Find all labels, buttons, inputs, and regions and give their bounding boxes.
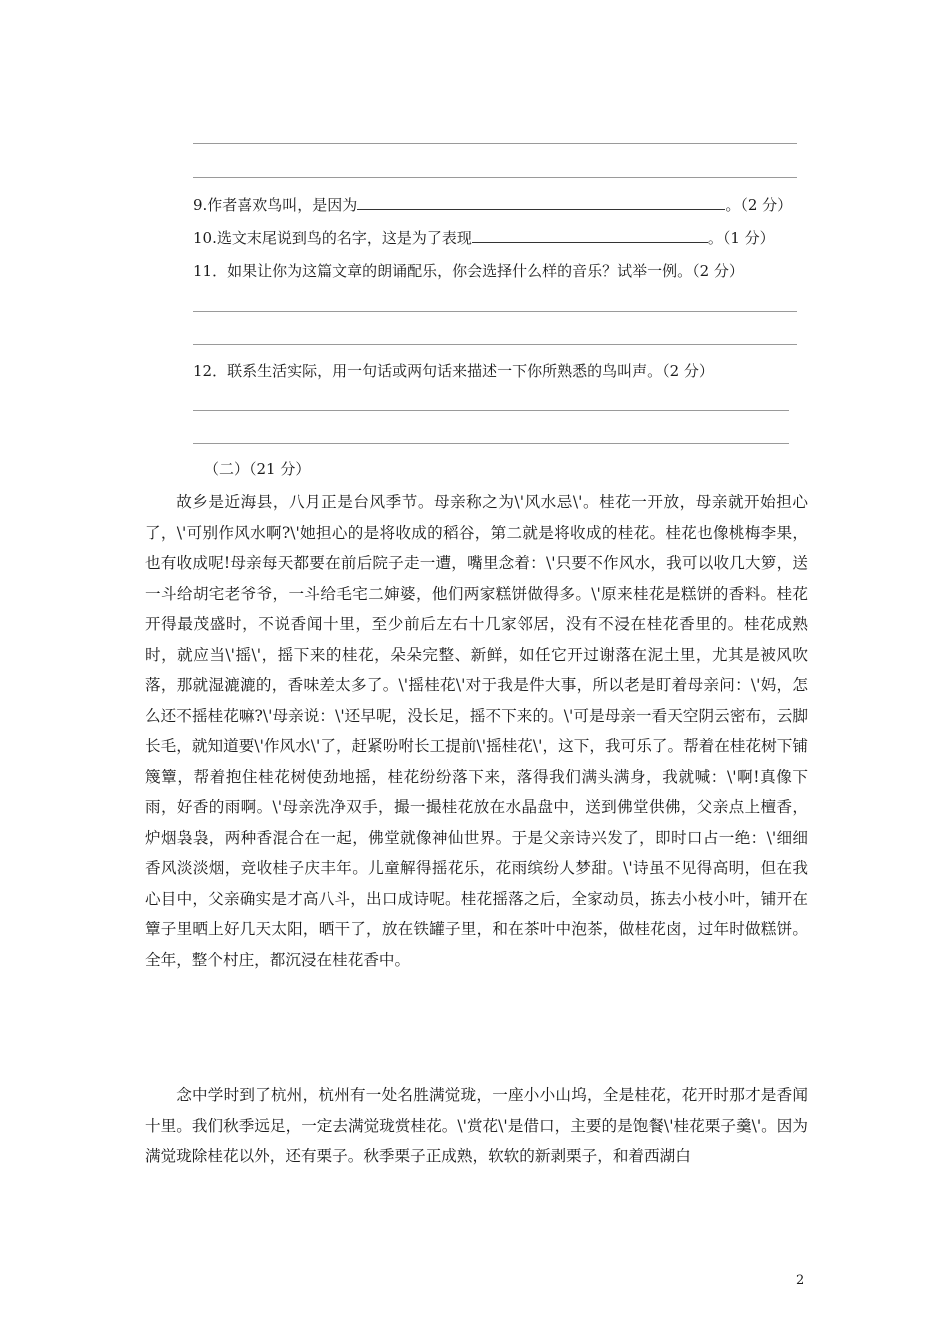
answer-line[interactable] — [193, 443, 789, 444]
page-number: 2 — [796, 1273, 805, 1288]
question-10-text: 10.选文末尾说到鸟的名字，这是为了表现 — [193, 229, 472, 247]
answer-line[interactable] — [193, 311, 797, 312]
question-9-score: 。（2 分） — [725, 196, 793, 214]
question-9-text: 9.作者喜欢鸟叫，是因为 — [193, 196, 358, 214]
question-11 — [193, 261, 744, 281]
question-11-text: 11．如果让你为这篇文章的朗诵配乐，你会选择什么样的音乐？试举一例。（2 分） — [193, 262, 744, 280]
answer-line — [193, 143, 797, 144]
question-9 — [193, 195, 792, 215]
question-9-blank[interactable] — [357, 195, 725, 210]
question-10-score: 。（1 分） — [707, 229, 775, 247]
answer-line[interactable] — [193, 410, 789, 411]
question-10 — [193, 228, 775, 248]
passage-paragraph-2: 念中学时到了杭州，杭州有一处名胜满觉珑，一座小小山坞，全是桂花，花开时那才是香闻十里。我们秋季远足，一定去满觉珑赏桂花。\'赏花\'是借口，主要的是饱餐\'桂花栗子羹\'。因为满觉珑除桂花以外，还有栗子。秋季栗子正成熟，软软的新剥栗子，和着西湖白 — [145, 1086, 808, 1165]
passage-paragraph-1: 故乡是近海县，八月正是台风季节。母亲称之为\'风水忌\'。桂花一开放，母亲就开始担心了，\'可别作风水啊?\'她担心的是将收成的稻谷，第二就是将收成的桂花。桂花也像桃梅李果，也有收成呢!母亲每天都要在前后院子走一遭，嘴里念着：\'只要不作风水，我可以收几大箩，送一斗给胡宅老爷爷，一斗给毛宅二婶婆，他们两家糕饼做得多。\'原来桂花是糕饼的香料。桂花开得最茂盛时，不说香闻十里，至少前后左右十几家邻居，没有不浸在桂花香里的。桂花成熟时，就应当\'摇\'，摇下来的桂花，朵朵完整、新鲜，如任它开过谢落在泥土里，尤其是被风吹落，那就湿漉漉的，香味差太多了。\'摇桂花\'对于我是件大事，所以老是盯着母亲问：\'妈，怎么还不摇桂花嘛?\'母亲说：\'还早呢，没长足，摇不下来的。\'可是母亲一看天空阴云密布，云脚长毛，就知道要\'作风水\'了，赶紧吩咐长工提前\'摇桂花\'，这下，我可乐了。帮着在桂花树下铺篾簟，帮着抱住桂花树使劲地摇，桂花纷纷落下来，落得我们满头满身，我就喊：\'啊!真像下雨，好香的雨啊。\'母亲洗净双手，撮一撮桂花放在水晶盘中，送到佛堂供佛，父亲点上檀香，炉烟袅袅，两种香混合在一起，佛堂就像神仙世界。于是父亲诗兴发了，即时口占一绝：\'细细香风淡淡烟，竞收桂子庆丰年。儿童解得摇花乐，花雨缤纷人梦甜。\'诗虽不见得高明，但在我心目中，父亲确实是才高八斗，出口成诗呢。桂花摇落之后，全家动员，拣去小枝小叶，铺开在簟子里晒上好几天太阳，晒干了，放在铁罐子里，和在茶叶中泡茶，做桂花卤，过年时做糕饼。全年，整个村庄，都沉浸在桂花香中。 — [145, 493, 808, 969]
section-title: （二）（21 分） — [204, 460, 311, 478]
question-12-text: 12．联系生活实际，用一句话或两句话来描述一下你所熟悉的鸟叫声。（2 分） — [193, 362, 714, 380]
question-10-blank[interactable] — [472, 228, 708, 243]
answer-line[interactable] — [193, 344, 797, 345]
question-12 — [193, 361, 714, 381]
answer-line — [193, 177, 797, 178]
